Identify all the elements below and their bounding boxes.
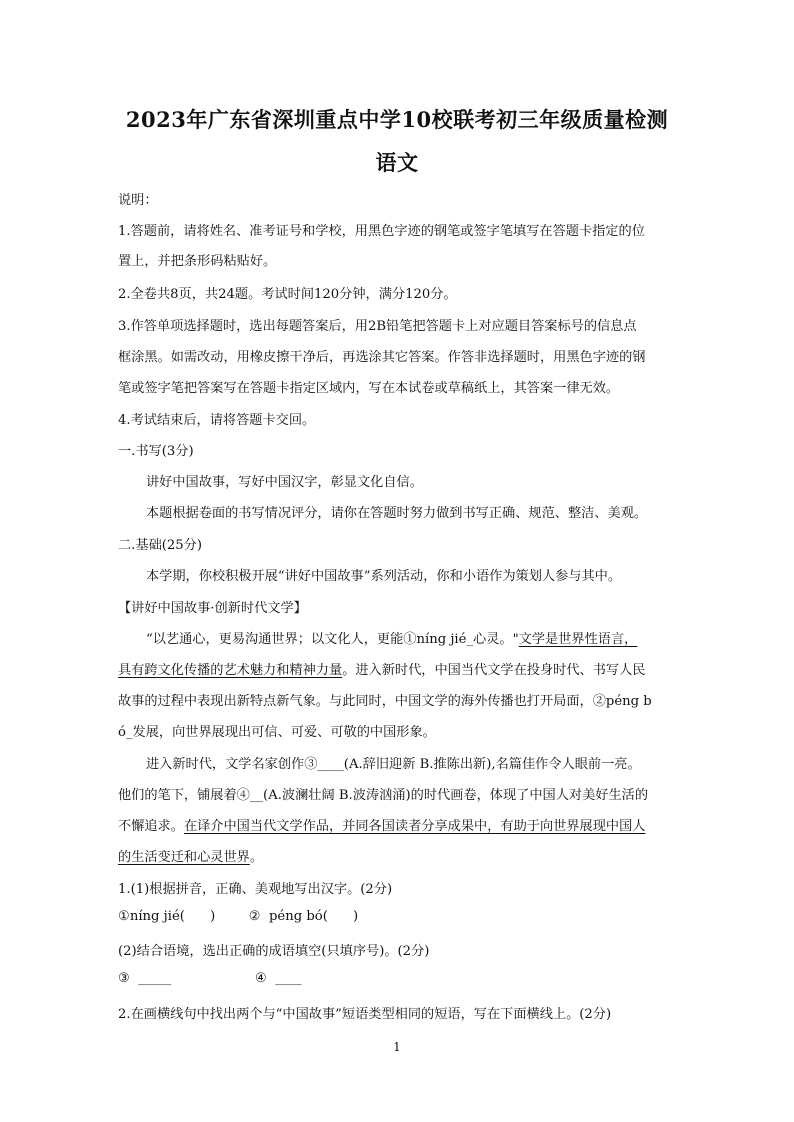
passage-2-line-3 [118, 815, 646, 834]
passage-2-line-1: 进入新时代，文学名家创作③____(A.辞旧迎新 B.推陈出新),名篇佳作令人眼前一亮。 [146, 757, 641, 772]
instruction-1-line-2: 置上，并把条形码粘贴好。 [118, 254, 277, 269]
underlined-sentence: 具有跨文化传播的艺术魅力和精神力量 [118, 663, 343, 678]
instruction-1-line-1: 1.答题前，请将姓名、准考证号和学校，用黑色字迹的钢笔或签字笔填写在答题卡指定的位 [118, 224, 645, 239]
passage-text: 不懈追求。 [118, 819, 184, 834]
passage-text: 。 [249, 850, 264, 865]
question-1-1: 1.(1)根据拼音，正确、美观地写出汉字。(2分) [118, 882, 393, 897]
passage-text: “以艺通心，更易沟通世界；以文化人，更能①níng jié_心灵。" [146, 632, 519, 647]
section-1-paragraph-1: 讲好中国故事，写好中国汉字，彰显文化自信。 [146, 475, 423, 490]
instruction-2: 2.全卷共8页，共24题。考试时间120分钟，满分120分。 [118, 287, 457, 302]
question-1-2-blanks: ③ _____ ④ ____ [118, 971, 302, 986]
instruction-4: 4.考试结束后，请将答题卡交回。 [118, 413, 316, 428]
passage-text: 。进入新时代，中国当代文学在投身时代、书写人民 [342, 663, 646, 678]
section-1-heading: 一.书写(3分) [118, 444, 194, 459]
passage-1-line-4: ó_发展，向世界展现出可信、可爱、可敬的中国形象。 [118, 725, 436, 740]
exam-title: 2023年广东省深圳重点中学10校联考初三年级质量检测 [125, 107, 669, 132]
underlined-sentence: 在译介中国当代文学作品，并同各国读者分享成果中，有助于向世界展现中国人 [183, 819, 646, 834]
section-2-heading: 二.基础(25分) [118, 538, 203, 553]
question-1-1-blanks: ①níng jié( ) ② péng bó( ) [118, 909, 359, 924]
section-2-subheading: 【讲好中国故事·创新时代文学】 [118, 601, 307, 616]
underlined-sentence: 文学是世界性语言， [518, 632, 638, 647]
subject-title: 语文 [375, 150, 419, 175]
passage-1-line-3: 故事的过程中表现出新特点新气象。与此同时，中国文学的海外传播也打开局面，②péng b [118, 694, 652, 709]
passage-1-line-1 [146, 628, 637, 647]
instruction-3-line-1: 3.作答单项选择题时，选出每题答案后，用2B铅笔把答题卡上对应题目答案标号的信息点 [118, 319, 637, 334]
section-1-paragraph-2: 本题根据卷面的书写情况评分，请你在答题时努力做到书写正确、规范、整洁、美观。 [146, 506, 648, 521]
instruction-3-line-3: 笔或签字笔把答案写在答题卡指定区域内，写在本试卷或草稿纸上，其答案一律无效。 [118, 381, 620, 396]
underlined-sentence: 的生活变迁和心灵世界 [118, 850, 250, 865]
page-number: 1 [393, 1040, 401, 1054]
passage-2-line-2: 他们的笔下，铺展着④__(A.波澜壮阔 B.波涛汹涌)的时代画卷，体现了中国人对美好生活的 [118, 788, 649, 803]
instructions-heading: 说明： [118, 193, 158, 208]
instruction-3-line-2: 框涂黑。如需改动，用橡皮擦干净后，再选涂其它答案。作答非选择题时，用黑色字迹的钢 [118, 350, 646, 365]
passage-2-line-4 [118, 846, 263, 865]
question-1-2: (2)结合语境，选出正确的成语填空(只填序号)。(2分) [118, 944, 430, 959]
passage-1-line-2 [118, 659, 646, 678]
section-2-intro: 本学期，你校积极开展“讲好中国故事”系列活动，你和小语作为策划人参与其中。 [146, 569, 622, 584]
question-2: 2.在画横线句中找出两个与“中国故事”短语类型相同的短语，写在下面横线上。(2分) [118, 1007, 612, 1022]
